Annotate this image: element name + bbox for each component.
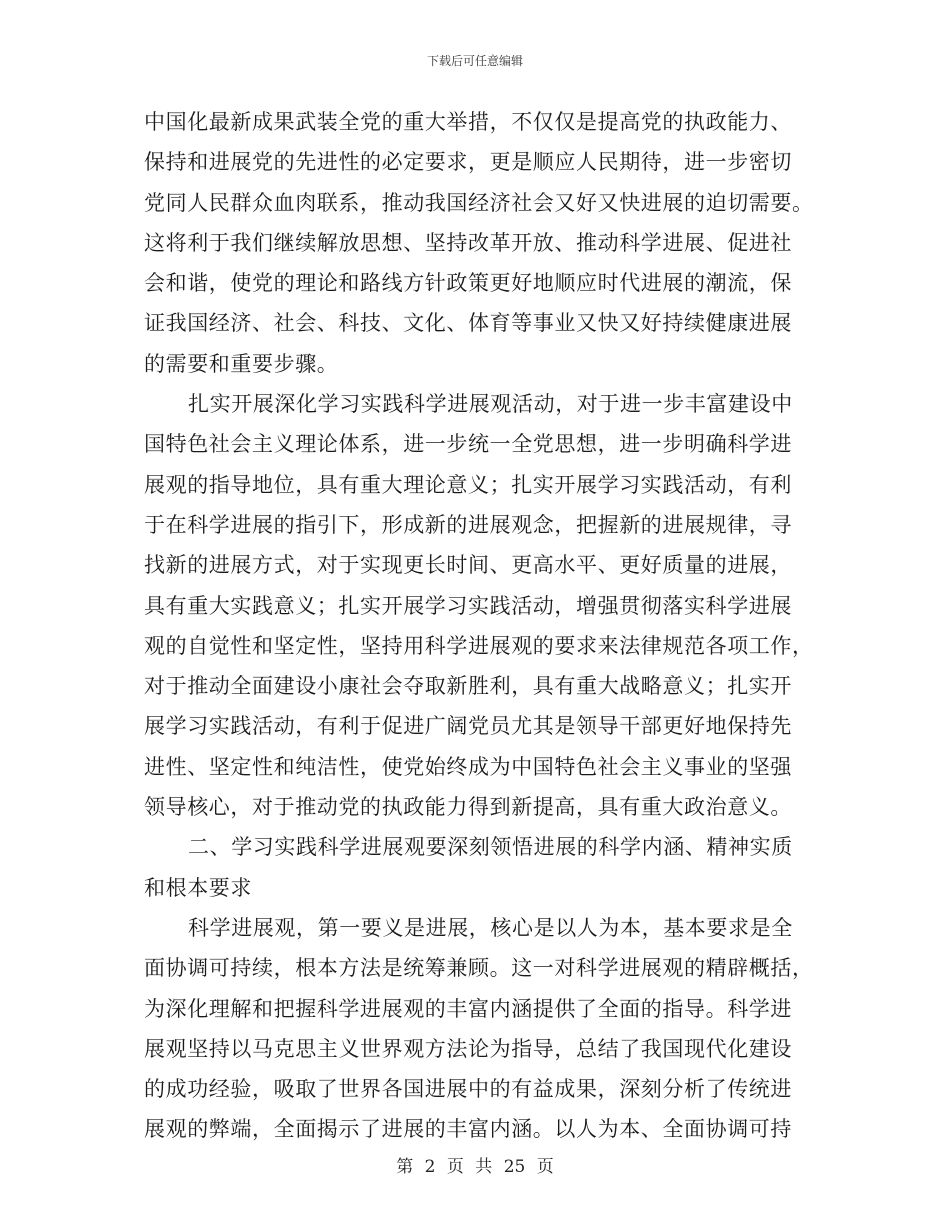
text-line: 面协调可持续，根本方法是统筹兼顾。这一对科学进展观的精辟概括， bbox=[144, 956, 814, 981]
text-line: 党同人民群众血肉联系，推动我国经济社会又好又快进展的迫切需要。 bbox=[144, 190, 814, 215]
text-line: 展观的指导地位，具有重大理论意义；扎实开展学习实践活动，有利 bbox=[144, 472, 792, 497]
text-line: 找新的进展方式，对于实现更长时间、更高水平、更好质量的进展， bbox=[144, 553, 792, 578]
text-line: 这将利于我们继续解放思想、坚持改革开放、推动科学进展、促进社 bbox=[144, 230, 792, 255]
paragraph-start-line: 扎实开展深化学习实践科学进展观活动，对于进一步丰富建设中 bbox=[188, 392, 793, 417]
text-line: 对于推动全面建设小康社会夺取新胜利，具有重大战略意义；扎实开 bbox=[144, 674, 792, 699]
page-footer: 第 2 页 共 25 页 bbox=[396, 1157, 554, 1177]
text-line: 的成功经验，吸取了世界各国进展中的有益成果，深刻分析了传统进 bbox=[144, 1077, 792, 1102]
text-line: 进性、坚定性和纯洁性，使党始终成为中国特色社会主义事业的坚强 bbox=[144, 754, 792, 779]
text-line: 于在科学进展的指引下，形成新的进展观念，把握新的进展规律，寻 bbox=[144, 512, 792, 537]
section-heading-line: 二、学习实践科学进展观要深刻领悟进展的科学内涵、精神实质 bbox=[188, 835, 793, 860]
section-heading-line: 和根本要求 bbox=[144, 875, 252, 900]
text-line: 具有重大实践意义；扎实开展学习实践活动，增强贯彻落实科学进展 bbox=[144, 593, 792, 618]
text-line: 展观坚持以马克思主义世界观方法论为指导，总结了我国现代化建设 bbox=[144, 1036, 792, 1061]
text-line: 证我国经济、社会、科技、文化、体育等事业又快又好持续健康进展 bbox=[144, 311, 792, 336]
page-header: 下载后可任意编辑 bbox=[426, 54, 523, 68]
text-line: 展学习实践活动，有利于促进广阔党员尤其是领导干部更好地保持先 bbox=[144, 714, 792, 739]
text-line: 保持和进展党的先进性的必定要求，更是顺应人民期待，进一步密切 bbox=[144, 150, 792, 175]
text-line: 会和谐，使党的理论和路线方针政策更好地顺应时代进展的潮流，保 bbox=[144, 271, 792, 296]
text-line: 展观的弊端，全面揭示了进展的丰富内涵。以人为本、全面协调可持 bbox=[144, 1117, 792, 1142]
text-line: 国特色社会主义理论体系，进一步统一全党思想，进一步明确科学进 bbox=[144, 432, 792, 457]
text-line: 的需要和重要步骤。 bbox=[144, 351, 339, 376]
text-line: 领导核心，对于推动党的执政能力得到新提高，具有重大政治意义。 bbox=[144, 795, 792, 820]
paragraph-start-line: 科学进展观，第一要义是进展，核心是以人为本，基本要求是全 bbox=[188, 915, 793, 940]
document-body bbox=[144, 102, 814, 1150]
text-line: 中国化最新成果武装全党的重大举措，不仅仅是提高党的执政能力、 bbox=[144, 110, 792, 134]
text-line: 为深化理解和把握科学进展观的丰富内涵提供了全面的指导。科学进 bbox=[144, 996, 792, 1021]
text-line: 观的自觉性和坚定性，坚持用科学进展观的要求来法律规范各项工作， bbox=[144, 633, 814, 658]
